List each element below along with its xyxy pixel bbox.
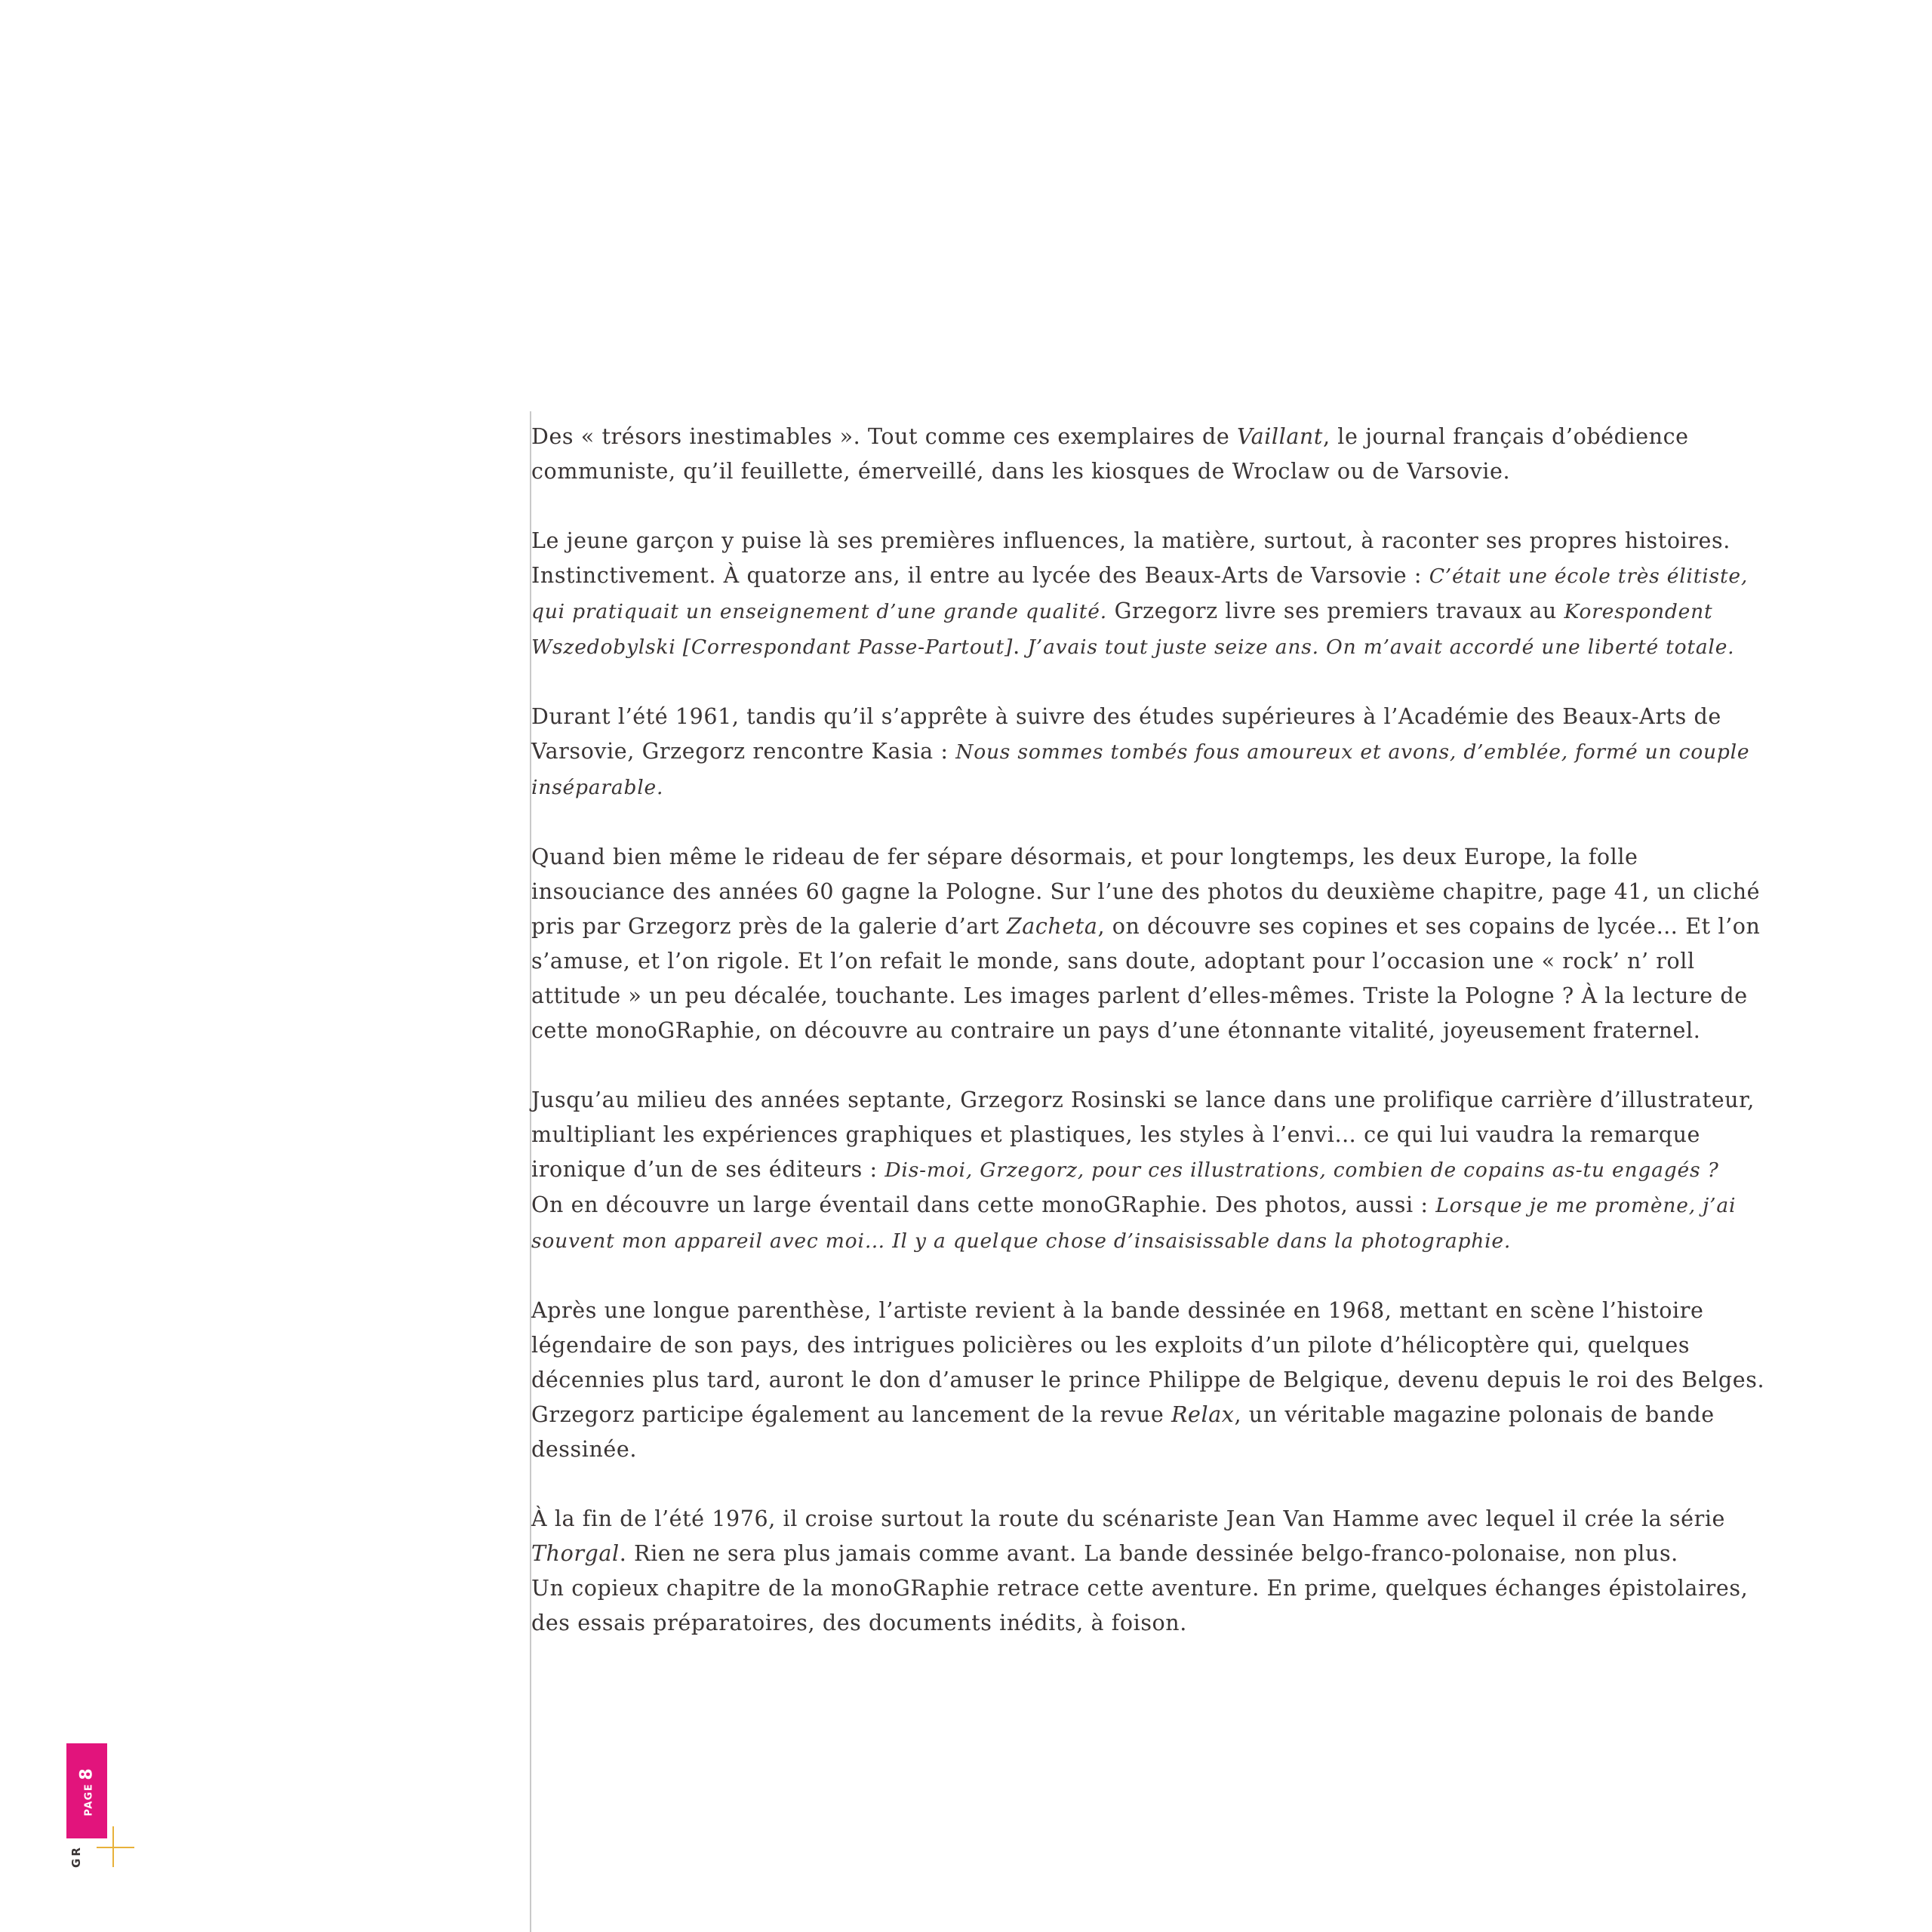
text-run: , un véritable magazine polonais de bande dessinée.	[531, 1402, 1715, 1462]
italic-run: C’était une école très élitiste, qui pratiquait un enseignement d’une grande qualité.	[531, 565, 1749, 623]
folio-page-label	[78, 1768, 97, 1816]
paragraph	[531, 420, 1777, 489]
text-run: , le journal français d’obédience communiste, qu’il feuillette, émerveillé, dans les kiosques de Wroclaw ou de Varsovie.	[531, 424, 1689, 484]
folio-section-code: GR	[69, 1845, 83, 1868]
text-run: .	[1013, 634, 1028, 659]
italic-run: Zacheta	[1006, 914, 1098, 939]
folio-cross-horizontal	[97, 1847, 134, 1848]
text-run: Quand bien même le rideau de fer sépare désormais, et pour longtemps, les deux Europe, la folle insouciance des années 60 gagne la Pologne. Sur l’une des photos du deuxième chapitre, page 41, un cliché pris par Grzegorz près de la galerie d’art	[531, 844, 1761, 939]
folio-page-word: PAGE	[83, 1783, 95, 1817]
paragraph	[531, 1502, 1777, 1641]
paragraph	[531, 1294, 1777, 1467]
italic-run: Korespondent Wszedobylski [Correspondant Passe-Partout]	[531, 600, 1713, 659]
text-run: Grzegorz livre ses premiers travaux au	[1106, 598, 1564, 623]
text-run: On en découvre un large éventail dans cette monoGRaphie. Des photos, aussi :	[531, 1192, 1436, 1217]
text-run: À la fin de l’été 1976, il croise surtout la route du scénariste Jean Van Hamme avec lequel il crée la série	[531, 1506, 1726, 1531]
paragraph	[531, 1083, 1777, 1259]
italic-run: Vaillant	[1237, 424, 1323, 449]
folio-page-number: 8	[77, 1768, 97, 1780]
paragraph	[531, 840, 1777, 1048]
italic-run: Relax	[1171, 1402, 1235, 1427]
text-run: Des « trésors inestimables ». Tout comme ces exemplaires de	[531, 424, 1238, 449]
paragraph	[531, 700, 1777, 805]
paragraph	[531, 524, 1777, 665]
text-run: Jusqu’au milieu des années septante, Grzegorz Rosinski se lance dans une prolifique carrière d’illustrateur, multipliant les expériences graphiques et plastiques, les styles à l’envi… ce qui lui vaudra la remarque ironique d’un de ses éditeurs :	[531, 1088, 1755, 1182]
italic-run: Nous sommes tombés fous amoureux et avons, d’emblée, formé un couple inséparable.	[531, 740, 1750, 799]
text-run: Le jeune garçon y puise là ses premières influences, la matière, surtout, à raconter ses propres histoires. Instinctivement. À quatorze ans, il entre au lycée des Beaux-Arts de Varsovie :	[531, 528, 1730, 588]
italic-run: Lorsque je me promène, j’ai souvent mon appareil avec moi… Il y a quelque chose d’insaisissable dans la photographie.	[531, 1194, 1737, 1253]
italic-run: Thorgal	[531, 1541, 620, 1566]
text-run: Après une longue parenthèse, l’artiste revient à la bande dessinée en 1968, mettant en scène l’histoire légendaire de son pays, des intrigues policières ou les exploits d’un pilote d’hélicoptère qui, quelques décennies plus tard, auront le don d’amuser le prince Philippe de Belgique, devenu depuis le roi des Belges. Grzegorz participe également au lancement de la revue	[531, 1298, 1765, 1427]
text-run: Un copieux chapitre de la monoGRaphie retrace cette aventure. En prime, quelques échanges épistolaires, des essais préparatoires, des documents inédits, à foison.	[531, 1576, 1749, 1635]
italic-run: Dis-moi, Grzegorz, pour ces illustrations, combien de copains as-tu engagés ?	[884, 1158, 1719, 1182]
italic-run: J’avais tout juste seize ans. On m’avait accordé une liberté totale.	[1027, 635, 1735, 659]
text-run: . Rien ne sera plus jamais comme avant. La bande dessinée belgo-franco-polonaise, non plus.	[619, 1541, 1678, 1566]
text-run: Durant l’été 1961, tandis qu’il s’apprête à suivre des études supérieures à l’Académie des Beaux-Arts de Varsovie, Grzegorz rencontre Kasia :	[531, 704, 1721, 764]
folio-cross-vertical	[112, 1826, 114, 1867]
text-run: , on découvre ses copines et ses copains de lycée… Et l’on s’amuse, et l’on rigole. Et l’on refait le monde, sans doute, adoptant pour l’occasion une « rock’ n’ roll attitude » un peu décalée, touchante. Les images parlent d’elles-mêmes. Triste la Pologne ? À la lecture de cette monoGRaphie, on découvre au contraire un pays d’une étonnante vitalité, joyeusement fraternel.	[531, 914, 1761, 1043]
article-body	[531, 420, 1777, 1641]
